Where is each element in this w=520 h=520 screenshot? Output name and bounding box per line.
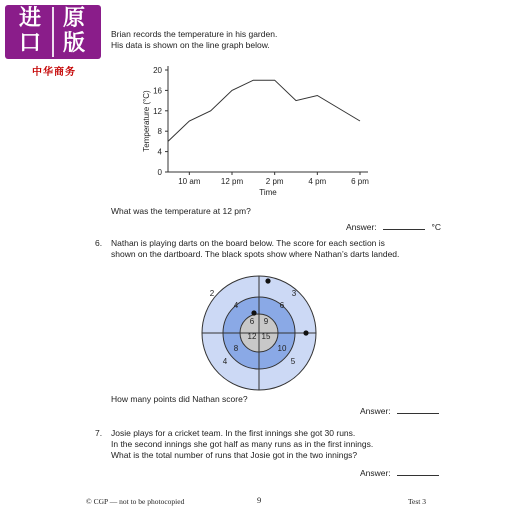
intro-line-2: His data is shown on the line graph below. xyxy=(111,40,270,50)
inner-score-top-right: 9 xyxy=(263,317,269,326)
q6-question: How many points did Nathan score? xyxy=(111,394,248,404)
y-tick-label: 4 xyxy=(157,147,162,157)
q5-answer-label: Answer: xyxy=(346,222,377,232)
x-tick-label: 6 pm xyxy=(351,177,369,186)
x-tick-label: 10 am xyxy=(178,177,201,186)
q6-answer-row xyxy=(360,405,439,417)
q5-question: What was the temperature at 12 pm? xyxy=(111,206,251,216)
inner-score-top-left: 6 xyxy=(249,317,255,326)
x-tick-label: 4 pm xyxy=(308,177,327,186)
q6-line-1: Nathan is playing darts on the board below. The score for each section is xyxy=(111,238,385,248)
x-tick-label: 2 pm xyxy=(265,177,284,186)
temperature-line-chart xyxy=(140,58,380,198)
book-gutter xyxy=(52,7,54,57)
y-tick-label: 20 xyxy=(153,66,162,75)
middle-score-top-left: 4 xyxy=(233,301,239,310)
outer-score-bottom-right: 5 xyxy=(290,357,296,366)
footer-test-label: Test 3 xyxy=(408,497,427,506)
middle-score-bottom-left: 8 xyxy=(233,344,239,353)
q7-answer-row xyxy=(360,467,439,479)
q7-line-2: In the second innings she got half as many runs as in the first innings. xyxy=(111,439,374,449)
book-logo xyxy=(5,5,101,59)
q6-answer-label: Answer: xyxy=(360,406,391,416)
badge-char-2: 原 xyxy=(62,6,85,31)
q7-answer-field[interactable] xyxy=(397,467,439,476)
badge-char-1: 进 xyxy=(18,6,41,31)
inner-score-bottom-right: 15 xyxy=(261,332,271,341)
middle-score-top-right: 6 xyxy=(279,301,285,310)
y-tick-label: 0 xyxy=(157,168,162,177)
badge-char-4: 版 xyxy=(62,31,85,56)
chart-ticks xyxy=(153,66,369,186)
chart-axes xyxy=(168,66,368,172)
q6-number: 6. xyxy=(95,238,103,248)
q7-line-3: What is the total number of runs that Josie got in the two innings? xyxy=(111,450,358,460)
dart-spot-middle xyxy=(303,330,308,335)
q5-unit: °C xyxy=(431,222,442,232)
dart-spot-inner xyxy=(251,310,256,315)
badge-char-3: 口 xyxy=(18,31,41,56)
inner-score-bottom-left: 12 xyxy=(247,332,257,341)
q5-answer-row xyxy=(346,221,441,233)
y-tick-label: 12 xyxy=(153,106,162,116)
footer-copyright: © CGP — not to be photocopied xyxy=(86,497,185,506)
publisher-badge xyxy=(2,2,100,100)
middle-score-bottom-right: 10 xyxy=(277,344,287,353)
intro-line-1: Brian records the temperature in his garden. xyxy=(111,29,278,39)
x-axis-label: Time xyxy=(259,188,277,197)
dart-spot-outer xyxy=(265,278,270,283)
q7-number: 7. xyxy=(95,428,103,438)
outer-score-top-left: 2 xyxy=(209,289,215,298)
temperature-series-line xyxy=(168,80,360,141)
q6-answer-field[interactable] xyxy=(397,405,439,414)
footer-page-number: 9 xyxy=(257,495,262,505)
q7-line-1: Josie plays for a cricket team. In the first innings she got 30 runs. xyxy=(111,428,356,438)
q7-answer-label: Answer: xyxy=(360,468,391,478)
x-tick-label: 12 pm xyxy=(220,177,244,186)
y-tick-label: 16 xyxy=(153,86,162,96)
outer-score-top-right: 3 xyxy=(291,289,297,298)
y-tick-label: 8 xyxy=(157,127,162,137)
q5-answer-field[interactable] xyxy=(383,221,425,230)
dartboard xyxy=(199,273,319,393)
publisher-name: 中华商务 xyxy=(32,67,76,78)
q6-line-2: shown on the dartboard. The black spots show where Nathan’s darts landed. xyxy=(111,249,400,259)
outer-score-bottom-left: 4 xyxy=(222,357,228,366)
y-axis-label: Temperature (°C) xyxy=(142,90,151,152)
